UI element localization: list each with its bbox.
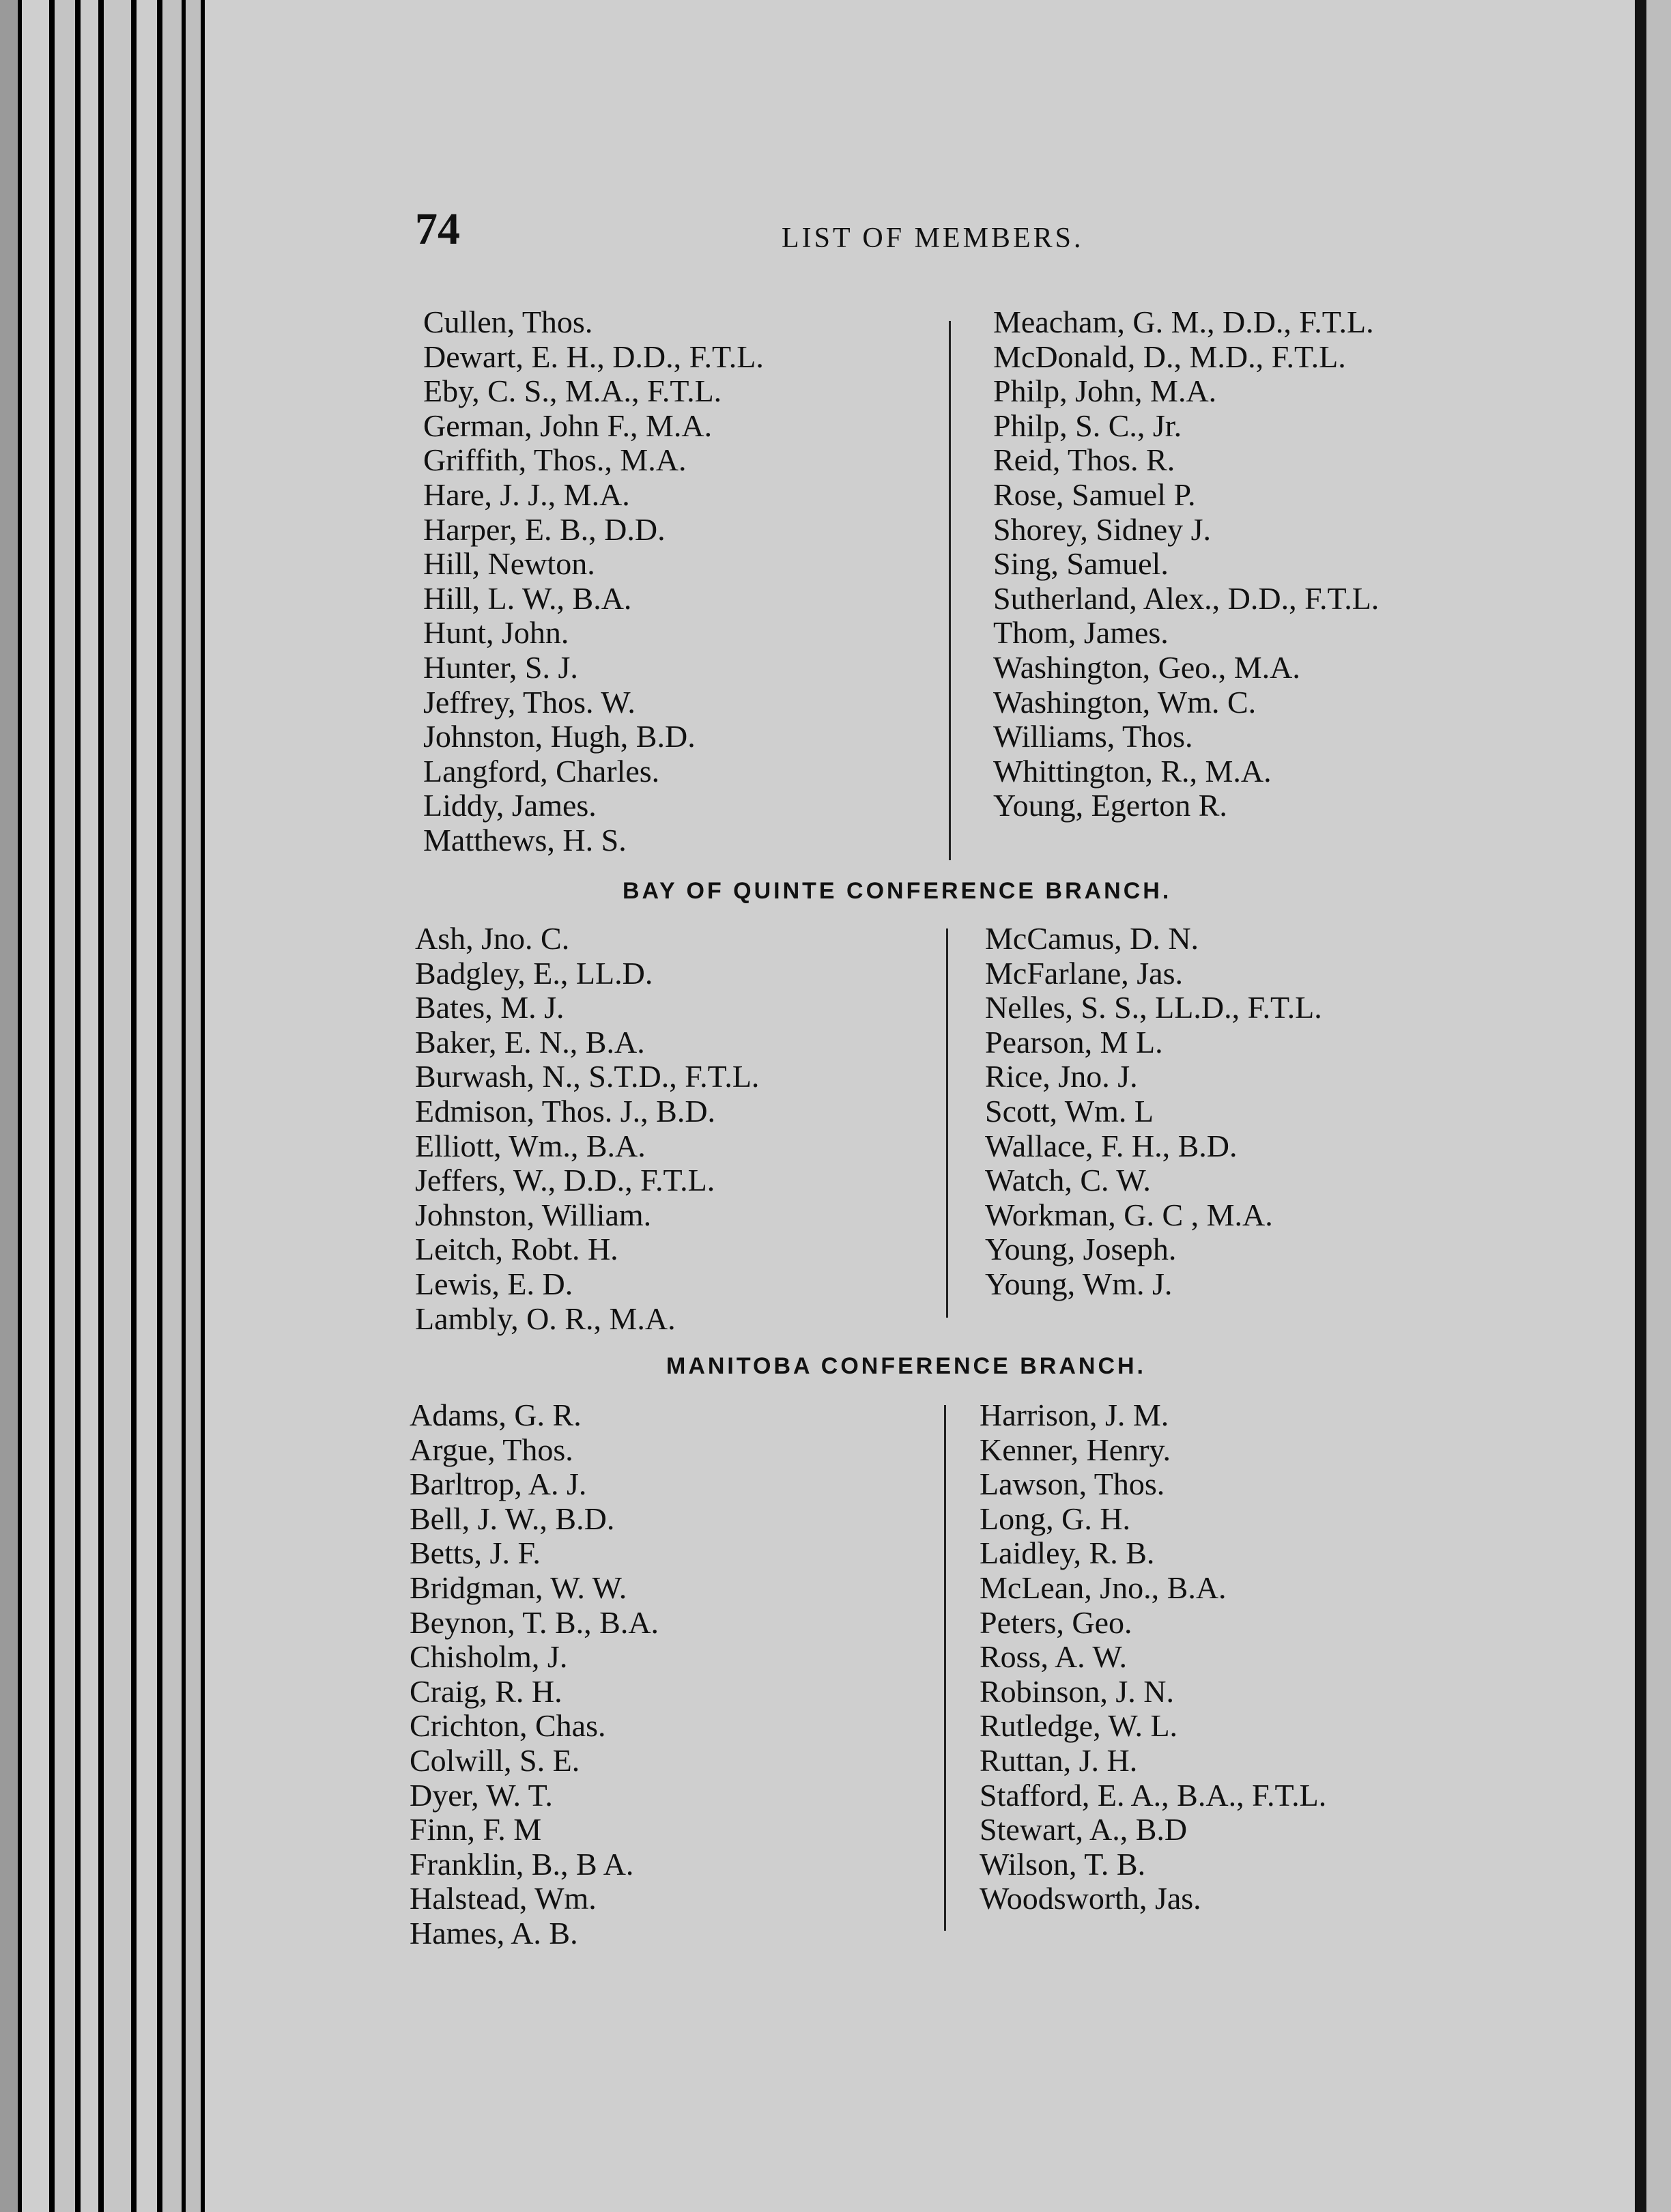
member-entry: Burwash, N., S.T.D., F.T.L. — [415, 1059, 760, 1094]
member-entry: Lewis, E. D. — [415, 1266, 573, 1301]
section3-right-column — [980, 1398, 1326, 1916]
member-entry: McDonald, D., M.D., F.T.L. — [993, 339, 1346, 374]
member-entry: Washington, Wm. C. — [993, 684, 1257, 720]
member-entry: Watch, C. W. — [985, 1163, 1151, 1198]
member-entry: Franklin, B., B A. — [410, 1846, 634, 1882]
page-number: 74 — [415, 204, 460, 254]
member-entry: Lawson, Thos. — [980, 1466, 1165, 1502]
member-entry: Harper, E. B., D.D. — [423, 511, 666, 547]
member-entry: Sutherland, Alex., D.D., F.T.L. — [993, 580, 1380, 616]
member-entry: Rice, Jno. J. — [985, 1059, 1138, 1094]
member-entry: Barltrop, A. J. — [410, 1466, 587, 1502]
member-entry: Langford, Charles. — [423, 753, 660, 789]
member-entry: Philp, John, M.A. — [993, 373, 1217, 409]
section3-left-column — [410, 1398, 659, 1951]
member-entry: Stewart, A., B.D — [980, 1812, 1188, 1847]
member-entry: Hill, L. W., B.A. — [423, 580, 632, 616]
member-entry: Badgley, E., LL.D. — [415, 955, 653, 991]
member-entry: Hare, J. J., M.A. — [423, 477, 630, 512]
member-entry: Harrison, J. M. — [980, 1398, 1169, 1432]
member-entry: Cullen, Thos. — [423, 304, 593, 339]
member-entry: Ruttan, J. H. — [980, 1742, 1138, 1778]
member-entry: Workman, G. C , M.A. — [985, 1197, 1273, 1232]
running-head: LIST OF MEMBERS. — [782, 223, 1084, 254]
section-heading-bay-of-quinte: BAY OF QUINTE CONFERENCE BRANCH. — [623, 878, 1172, 904]
member-entry: Ross, A. W. — [980, 1639, 1128, 1675]
member-entry: Scott, Wm. L — [985, 1093, 1154, 1129]
section1-left-column — [423, 305, 764, 858]
member-entry: Young, Joseph. — [985, 1232, 1177, 1267]
member-entry: Johnston, Hugh, B.D. — [423, 719, 696, 754]
member-entry: Thom, James. — [993, 615, 1169, 651]
member-entry: Finn, F. M — [410, 1812, 542, 1847]
member-entry: McLean, Jno., B.A. — [980, 1570, 1227, 1605]
member-entry: Baker, E. N., B.A. — [415, 1024, 645, 1060]
member-entry: German, John F., M.A. — [423, 408, 713, 443]
section2-column-divider — [946, 928, 948, 1318]
member-entry: Reid, Thos. R. — [993, 442, 1175, 478]
member-entry: Williams, Thos. — [993, 719, 1193, 754]
section2-right-column — [985, 922, 1322, 1302]
section1-column-divider — [949, 321, 951, 860]
member-entry: Stafford, E. A., B.A., F.T.L. — [980, 1777, 1327, 1813]
member-entry: McCamus, D. N. — [985, 921, 1199, 956]
section3-column-divider — [944, 1405, 946, 1931]
member-entry: Rose, Samuel P. — [993, 477, 1196, 512]
member-entry: Edmison, Thos. J., B.D. — [415, 1093, 716, 1129]
facing-page-edge — [1646, 0, 1671, 2212]
member-entry: Meacham, G. M., D.D., F.T.L. — [993, 304, 1374, 339]
member-entry: Laidley, R. B. — [980, 1535, 1155, 1571]
member-entry: Sing, Samuel. — [993, 546, 1169, 582]
member-entry: Colwill, S. E. — [410, 1742, 580, 1778]
member-entry: Hill, Newton. — [423, 546, 595, 582]
member-entry: Hunt, John. — [423, 615, 569, 651]
member-entry: Bell, J. W., B.D. — [410, 1501, 615, 1536]
member-entry: Woodsworth, Jas. — [980, 1881, 1201, 1916]
member-entry: Halstead, Wm. — [410, 1881, 597, 1916]
member-entry: McFarlane, Jas. — [985, 955, 1183, 991]
member-entry: Wilson, T. B. — [980, 1846, 1146, 1882]
member-entry: Long, G. H. — [980, 1501, 1131, 1536]
member-entry: Crichton, Chas. — [410, 1708, 606, 1744]
section1-right-column — [993, 305, 1379, 823]
member-entry: Wallace, F. H., B.D. — [985, 1128, 1238, 1163]
member-entry: Peters, Geo. — [980, 1604, 1132, 1640]
member-entry: Beynon, T. B., B.A. — [410, 1604, 659, 1640]
member-entry: Young, Wm. J. — [985, 1266, 1173, 1301]
member-entry: Pearson, M L. — [985, 1024, 1163, 1060]
member-entry: Nelles, S. S., LL.D., F.T.L. — [985, 990, 1322, 1025]
member-entry: Griffith, Thos., M.A. — [423, 442, 687, 478]
member-entry: Robinson, J. N. — [980, 1673, 1174, 1709]
member-entry: Dyer, W. T. — [410, 1777, 553, 1813]
member-entry: Craig, R. H. — [410, 1673, 562, 1709]
member-entry: Chisholm, J. — [410, 1639, 568, 1675]
member-entry: Jeffrey, Thos. W. — [423, 684, 635, 720]
member-entry: Eby, C. S., M.A., F.T.L. — [423, 373, 722, 409]
member-entry: Lambly, O. R., M.A. — [415, 1301, 676, 1336]
member-entry: Argue, Thos. — [410, 1432, 573, 1467]
member-entry: Rutledge, W. L. — [980, 1708, 1178, 1744]
section2-left-column — [415, 922, 759, 1336]
member-entry: Elliott, Wm., B.A. — [415, 1128, 646, 1163]
member-entry: Bridgman, W. W. — [410, 1570, 627, 1605]
member-entry: Philp, S. C., Jr. — [993, 408, 1182, 443]
member-entry: Johnston, William. — [415, 1197, 652, 1232]
member-entry: Hunter, S. J. — [423, 649, 578, 685]
member-entry: Bates, M. J. — [415, 990, 565, 1025]
member-entry: Whittington, R., M.A. — [993, 753, 1272, 789]
member-entry: Leitch, Robt. H. — [415, 1232, 618, 1267]
member-entry: Matthews, H. S. — [423, 822, 627, 857]
member-entry: Kenner, Henry. — [980, 1432, 1171, 1467]
member-entry: Hames, A. B. — [410, 1915, 578, 1951]
member-entry: Liddy, James. — [423, 788, 597, 823]
member-entry: Adams, G. R. — [410, 1398, 582, 1432]
member-entry: Shorey, Sidney J. — [993, 511, 1212, 547]
section-heading-manitoba: MANITOBA CONFERENCE BRANCH. — [666, 1353, 1146, 1379]
member-entry: Jeffers, W., D.D., F.T.L. — [415, 1163, 715, 1198]
member-entry: Dewart, E. H., D.D., F.T.L. — [423, 339, 764, 374]
member-entry: Washington, Geo., M.A. — [993, 649, 1300, 685]
member-entry: Young, Egerton R. — [993, 788, 1227, 823]
member-entry: Betts, J. F. — [410, 1535, 541, 1571]
member-entry: Ash, Jno. C. — [415, 921, 570, 956]
